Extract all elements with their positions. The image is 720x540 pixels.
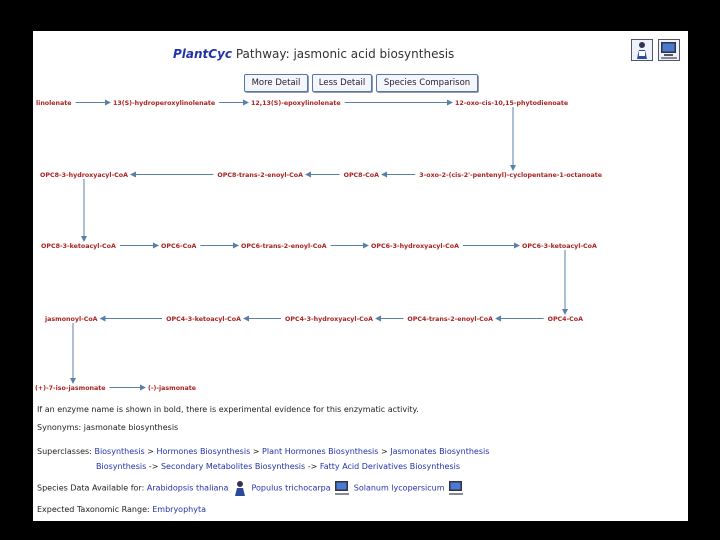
compound-label[interactable]: (-)-jasmonate	[148, 385, 197, 392]
superclasses-row-2: Biosynthesis -> Secondary Metabolites Biosynthesis -> Fatty Acid Derivatives Biosynthesis	[96, 462, 460, 471]
compound-label[interactable]: OPC6-trans-2-enoyl-CoA	[241, 243, 327, 250]
compound-label[interactable]: linolenate	[36, 100, 72, 107]
computer-icon[interactable]	[333, 479, 351, 497]
pathway-title: Pathway: jasmonic acid biosynthesis	[235, 47, 455, 61]
taxonomic-range-row	[37, 505, 206, 514]
compound-label[interactable]: OPC6-3-ketoacyl-CoA	[522, 243, 597, 250]
synonyms-row	[37, 423, 178, 432]
superclass-link[interactable]: Jasmonates Biosynthesis	[390, 447, 490, 456]
compound-label[interactable]: OPC4-trans-2-enoyl-CoA	[407, 316, 493, 323]
species-row	[37, 479, 465, 497]
superclass-link[interactable]: Secondary Metabolites Biosynthesis	[160, 462, 306, 471]
superclass-link[interactable]: Fatty Acid Derivatives Biosynthesis	[319, 462, 460, 471]
superclass-link[interactable]: Hormones Biosynthesis	[156, 447, 251, 456]
superclasses-row-1: Superclasses: Biosynthesis > Hormones Biosynthesis > Plant Hormones Biosynthesis > Jasmonates Biosynthesis	[37, 447, 490, 456]
superclass-link[interactable]: Plant Hormones Biosynthesis	[262, 447, 379, 456]
evidence-note: If an enzyme name is shown in bold, there is experimental evidence for this enzymatic activity.	[37, 405, 419, 414]
brand-name[interactable]: PlantCyc	[173, 47, 233, 61]
taxonomic-link[interactable]: Embryophyta	[152, 505, 206, 514]
compound-label[interactable]: OPC4-3-hydroxyacyl-CoA	[285, 316, 373, 323]
species-link[interactable]: Populus trichocarpa	[251, 483, 331, 493]
compound-label[interactable]: 12,13(S)-epoxylinolenate	[251, 100, 341, 107]
less-detail-button[interactable]: Less Detail	[312, 74, 372, 92]
taxonomic-label: Expected Taxonomic Range:	[37, 505, 150, 514]
compound-label[interactable]: OPC8-3-ketoacyl-CoA	[41, 243, 116, 250]
pathway-page	[33, 31, 688, 521]
species-comparison-button[interactable]: Species Comparison	[376, 74, 478, 92]
compound-label[interactable]: OPC4-3-ketoacyl-CoA	[166, 316, 241, 323]
compound-label[interactable]: OPC4-CoA	[547, 316, 583, 323]
species-link[interactable]: Solanum lycopersicum	[353, 483, 445, 493]
more-detail-button[interactable]: More Detail	[244, 74, 308, 92]
compound-label[interactable]: 12-oxo-cis-10,15-phytodienoate	[455, 100, 569, 107]
compound-label[interactable]: OPC8-CoA	[343, 172, 379, 179]
compound-label[interactable]: (+)-7-iso-jasmonate	[35, 385, 106, 392]
superclass-link[interactable]: Biosynthesis	[94, 447, 145, 456]
synonyms-value: jasmonate biosynthesis	[83, 423, 179, 432]
scientist-icon[interactable]	[231, 479, 249, 497]
compound-label[interactable]: jasmonoyl-CoA	[45, 316, 98, 323]
superclasses-label: Superclasses:	[37, 447, 92, 456]
compound-label[interactable]: OPC6-3-hydroxyacyl-CoA	[371, 243, 459, 250]
synonyms-label: Synonyms:	[37, 423, 82, 432]
species-link[interactable]: Arabidopsis thaliana	[146, 483, 229, 493]
compound-label[interactable]: 13(S)-hydroperoxylinolenate	[113, 100, 216, 107]
compound-label[interactable]: 3-oxo-2-(cis-2'-pentenyl)-cyclopentane-1-octanoate	[419, 172, 602, 179]
compound-label[interactable]: OPC8-trans-2-enoyl-CoA	[217, 172, 303, 179]
compound-label[interactable]: OPC8-3-hydroxyacyl-CoA	[40, 172, 128, 179]
species-label: Species Data Available for:	[37, 483, 145, 493]
computer-icon[interactable]	[447, 479, 465, 497]
superclass-link[interactable]: Biosynthesis	[96, 462, 147, 471]
compound-label[interactable]: OPC6-CoA	[161, 243, 197, 250]
